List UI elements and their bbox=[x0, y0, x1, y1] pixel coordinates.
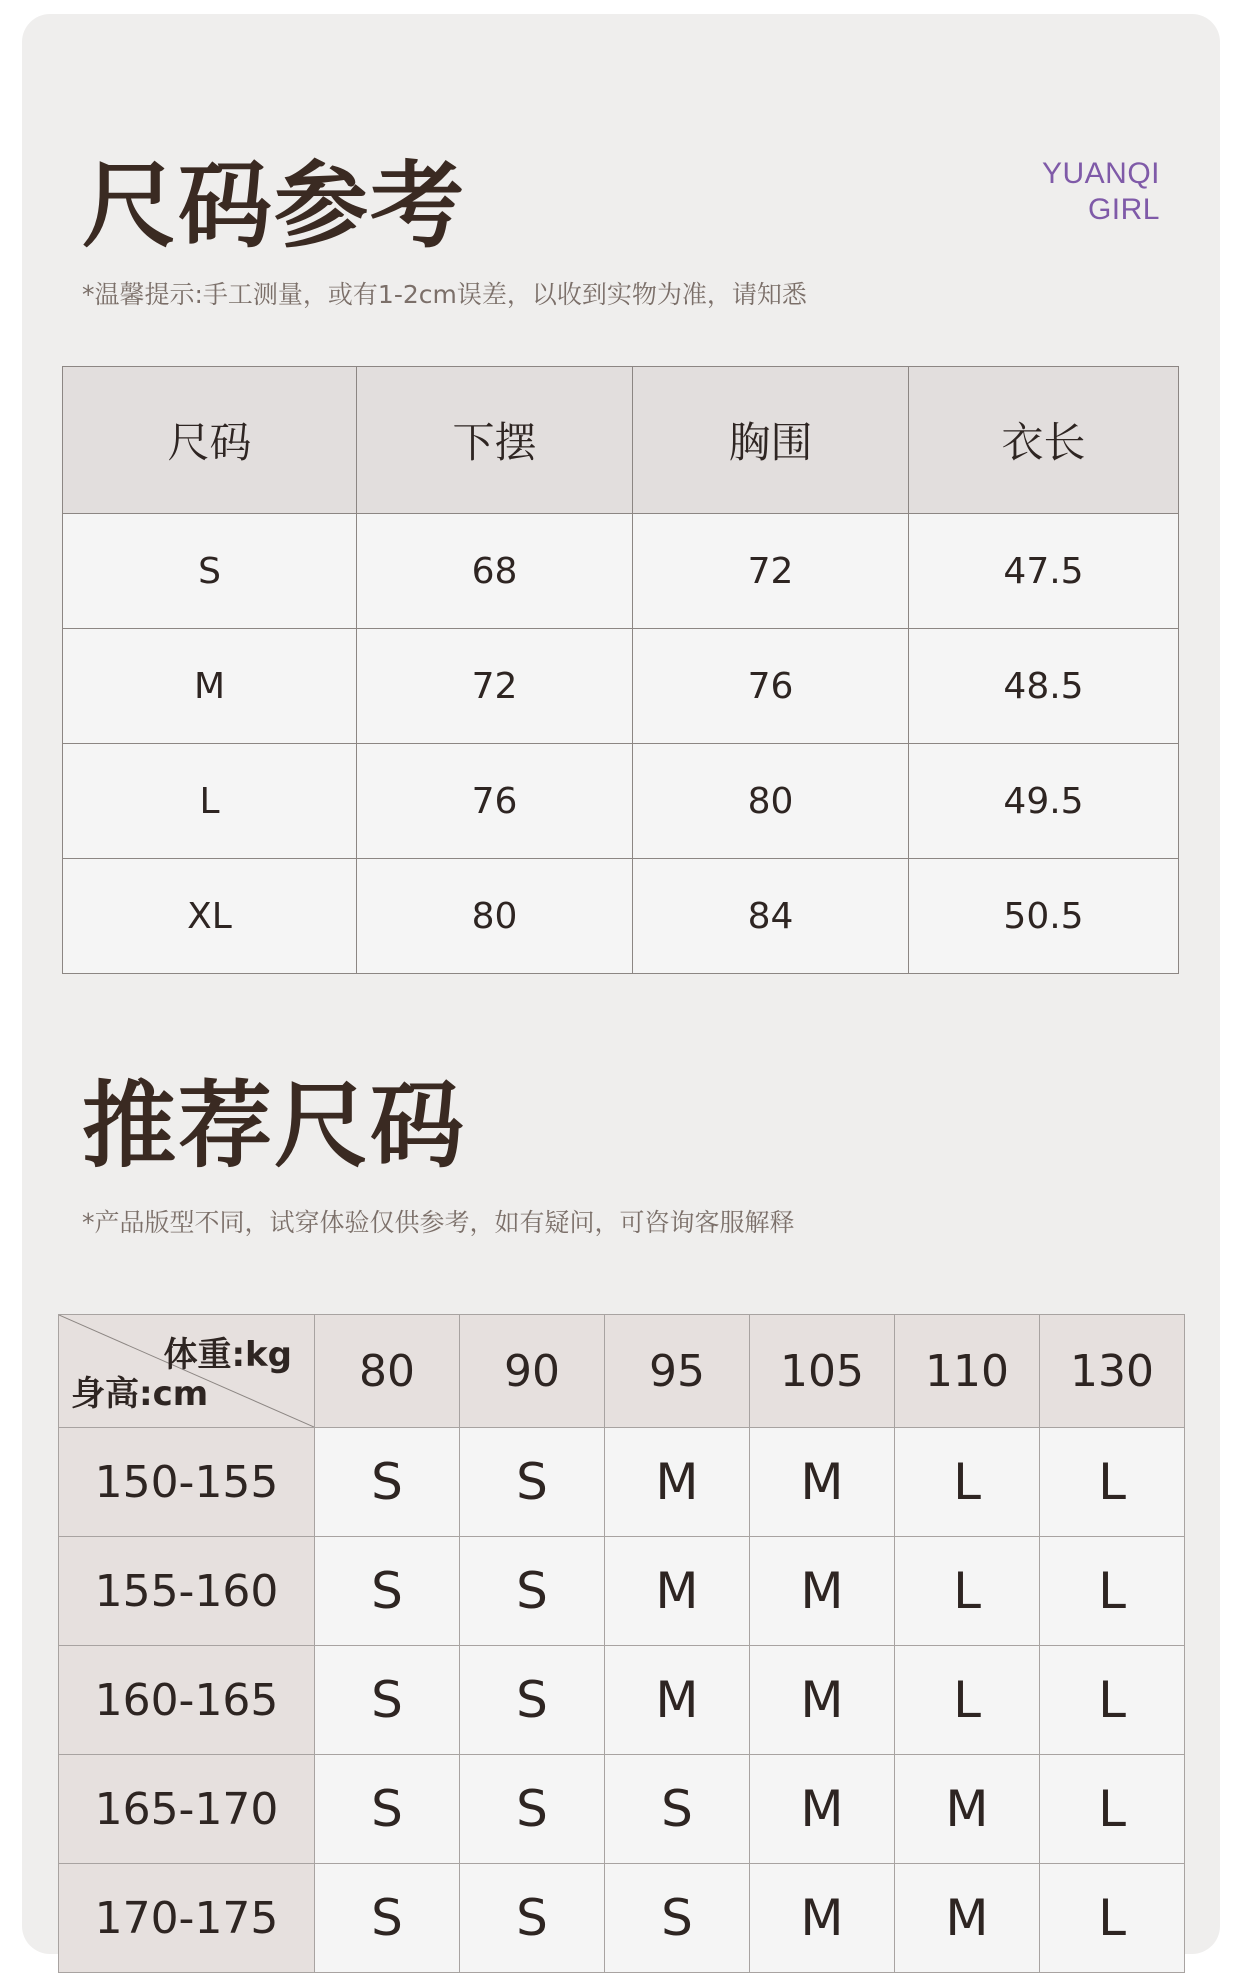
height-axis-label: 身高:cm bbox=[71, 1374, 209, 1414]
table-cell: 47.5 bbox=[909, 514, 1179, 629]
table-cell: M bbox=[895, 1864, 1040, 1973]
table-cell: L bbox=[1040, 1864, 1185, 1973]
table-cell: 80 bbox=[633, 744, 909, 859]
height-header: 150-155 bbox=[59, 1428, 315, 1537]
height-header: 155-160 bbox=[59, 1537, 315, 1646]
table-cell: M bbox=[750, 1864, 895, 1973]
table-row bbox=[59, 1537, 1185, 1646]
page-title: 尺码参考 bbox=[82, 152, 467, 261]
table-row bbox=[59, 1646, 1185, 1755]
table-cell: M bbox=[605, 1428, 750, 1537]
table-cell: L bbox=[895, 1537, 1040, 1646]
table-cell: 49.5 bbox=[909, 744, 1179, 859]
table-cell: 76 bbox=[633, 629, 909, 744]
weight-header: 110 bbox=[895, 1315, 1040, 1428]
table-cell: L bbox=[1040, 1537, 1185, 1646]
table-row bbox=[63, 629, 1179, 744]
table-cell: 50.5 bbox=[909, 859, 1179, 974]
table-row bbox=[59, 1755, 1185, 1864]
brand-line-2: GIRL bbox=[1087, 193, 1160, 226]
table-header-row bbox=[63, 367, 1179, 514]
measurement-note: *温馨提示:手工测量，或有1-2cm误差，以收到实物为准，请知悉 bbox=[82, 280, 807, 309]
column-header: 胸围 bbox=[633, 367, 909, 514]
table-row bbox=[63, 744, 1179, 859]
weight-header: 105 bbox=[750, 1315, 895, 1428]
table-cell: S bbox=[460, 1864, 605, 1973]
corner-header-cell bbox=[59, 1315, 315, 1428]
recommend-note: *产品版型不同，试穿体验仅供参考，如有疑问，可咨询客服解释 bbox=[82, 1208, 795, 1237]
weight-header: 90 bbox=[460, 1315, 605, 1428]
table-cell: S bbox=[315, 1755, 460, 1864]
table-cell: M bbox=[750, 1755, 895, 1864]
table-row bbox=[63, 859, 1179, 974]
table-cell: L bbox=[895, 1428, 1040, 1537]
table-cell: L bbox=[1040, 1646, 1185, 1755]
table-cell: M bbox=[750, 1428, 895, 1537]
table-cell: S bbox=[460, 1537, 605, 1646]
table-cell: S bbox=[460, 1755, 605, 1864]
table-cell: L bbox=[63, 744, 357, 859]
table-row bbox=[59, 1428, 1185, 1537]
table-cell: M bbox=[605, 1537, 750, 1646]
table-cell: 84 bbox=[633, 859, 909, 974]
height-header: 170-175 bbox=[59, 1864, 315, 1973]
table-cell: S bbox=[315, 1428, 460, 1537]
table-cell: L bbox=[1040, 1428, 1185, 1537]
table-cell: S bbox=[315, 1537, 460, 1646]
table-cell: 76 bbox=[357, 744, 633, 859]
brand-line-1: YUANQI bbox=[1041, 157, 1160, 190]
table-row bbox=[59, 1864, 1185, 1973]
column-header: 衣长 bbox=[909, 367, 1179, 514]
table-row bbox=[63, 514, 1179, 629]
table-cell: L bbox=[895, 1646, 1040, 1755]
table-cell: M bbox=[750, 1646, 895, 1755]
table-cell: M bbox=[895, 1755, 1040, 1864]
height-header: 165-170 bbox=[59, 1755, 315, 1864]
table-cell: L bbox=[1040, 1755, 1185, 1864]
recommended-size-table bbox=[58, 1314, 1185, 1973]
table-cell: S bbox=[460, 1646, 605, 1755]
table-cell: S bbox=[605, 1755, 750, 1864]
table-cell: S bbox=[605, 1864, 750, 1973]
weight-header: 80 bbox=[315, 1315, 460, 1428]
weight-axis-label: 体重:kg bbox=[163, 1335, 292, 1375]
table-cell: S bbox=[315, 1646, 460, 1755]
table-cell: M bbox=[63, 629, 357, 744]
table-cell: S bbox=[63, 514, 357, 629]
table-cell: 48.5 bbox=[909, 629, 1179, 744]
brand-logo bbox=[1042, 156, 1160, 228]
table-cell: 72 bbox=[633, 514, 909, 629]
table-cell: XL bbox=[63, 859, 357, 974]
table-cell: 68 bbox=[357, 514, 633, 629]
column-header: 尺码 bbox=[63, 367, 357, 514]
table-cell: M bbox=[605, 1646, 750, 1755]
table-cell: 80 bbox=[357, 859, 633, 974]
weight-header: 130 bbox=[1040, 1315, 1185, 1428]
section-title: 推荐尺码 bbox=[82, 1072, 467, 1181]
table-cell: M bbox=[750, 1537, 895, 1646]
table-cell: 72 bbox=[357, 629, 633, 744]
height-header: 160-165 bbox=[59, 1646, 315, 1755]
column-header: 下摆 bbox=[357, 367, 633, 514]
table-cell: S bbox=[315, 1864, 460, 1973]
table-header-row bbox=[59, 1315, 1185, 1428]
table-cell: S bbox=[460, 1428, 605, 1537]
size-reference-table bbox=[62, 366, 1179, 974]
weight-header: 95 bbox=[605, 1315, 750, 1428]
